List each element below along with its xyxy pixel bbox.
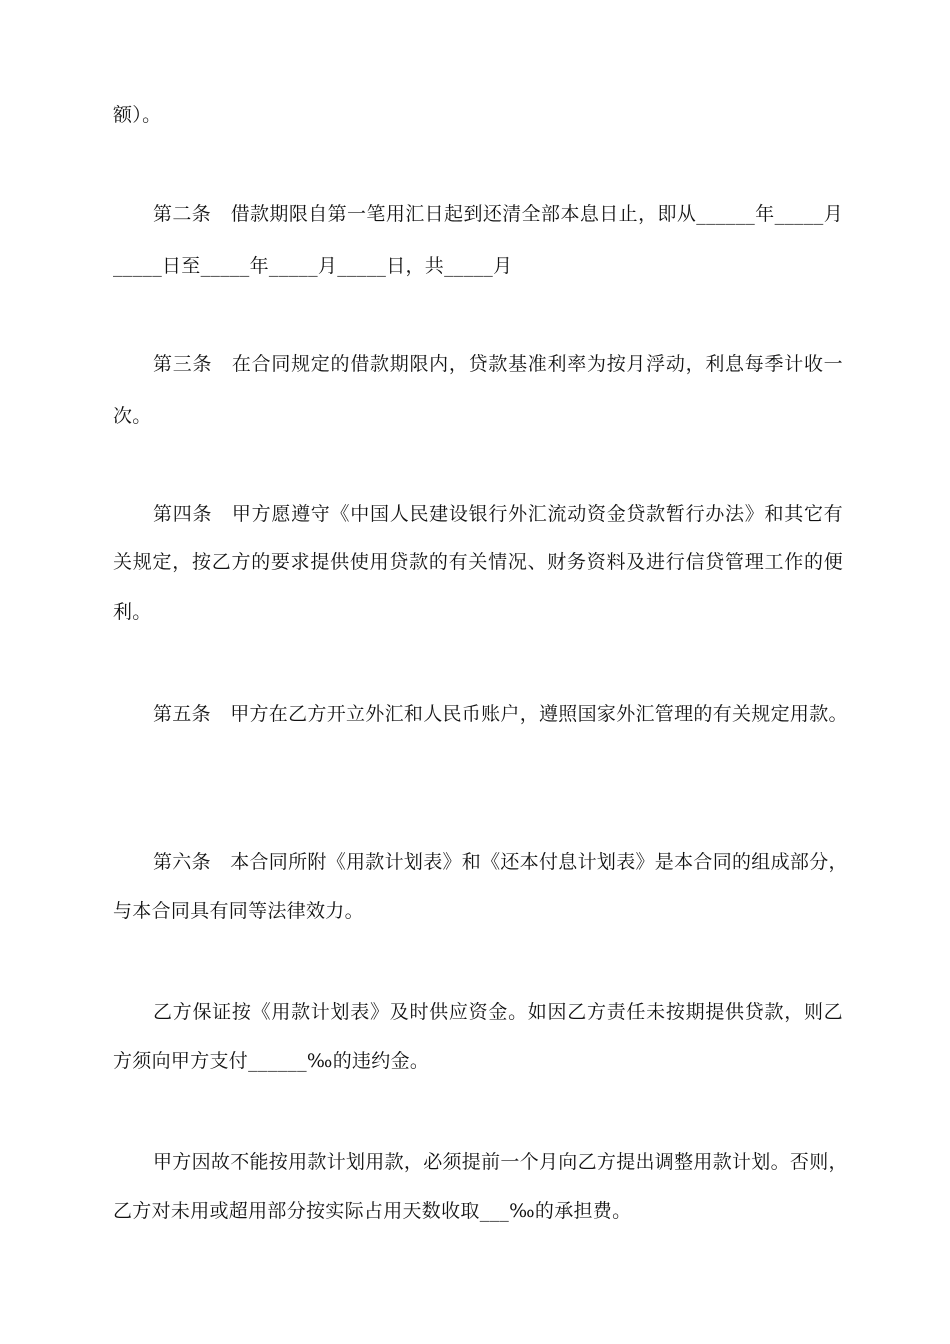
commitment-fee-line-1: 甲方因故不能按用款计划用款，必须提前一个月向乙方提出调整用款计划。否则， — [153, 1151, 848, 1173]
article-2-line-1: 第二条 借款期限自第一笔用汇日起到还清全部本息日止，即从______年_____月 — [153, 203, 843, 225]
article-6-line-2: 与本合同具有同等法律效力。 — [113, 900, 364, 922]
text-line-amount-tail: 额）。 — [113, 104, 162, 126]
article-6-line-1: 第六条 本合同所附《用款计划表》和《还本付息计划表》是本合同的组成部分， — [153, 851, 848, 873]
article-3-line-2: 次。 — [113, 405, 152, 427]
supply-guarantee-line-1: 乙方保证按《用款计划表》及时供应资金。如因乙方责任未按期提供贷款，则乙 — [153, 1001, 843, 1023]
article-4-line-3: 利。 — [113, 601, 152, 623]
supply-guarantee-line-2: 方须向甲方支付______‰的违约金。 — [113, 1050, 430, 1072]
article-4-line-1: 第四条 甲方愿遵守《中国人民建设银行外汇流动资金贷款暂行办法》和其它有 — [153, 503, 843, 525]
article-2-line-2: _____日至_____年_____月_____日，共_____月 — [113, 255, 513, 277]
commitment-fee-line-2: 乙方对未用或超用部分按实际占用天数收取___‰的承担费。 — [113, 1200, 632, 1222]
article-4-line-2: 关规定，按乙方的要求提供使用贷款的有关情况、财务资料及进行信贷管理工作的便 — [113, 551, 843, 573]
article-5-line-1: 第五条 甲方在乙方开立外汇和人民币账户，遵照国家外汇管理的有关规定用款。 — [153, 703, 848, 725]
article-3-line-1: 第三条 在合同规定的借款期限内，贷款基准利率为按月浮动，利息每季计收一 — [153, 353, 843, 375]
